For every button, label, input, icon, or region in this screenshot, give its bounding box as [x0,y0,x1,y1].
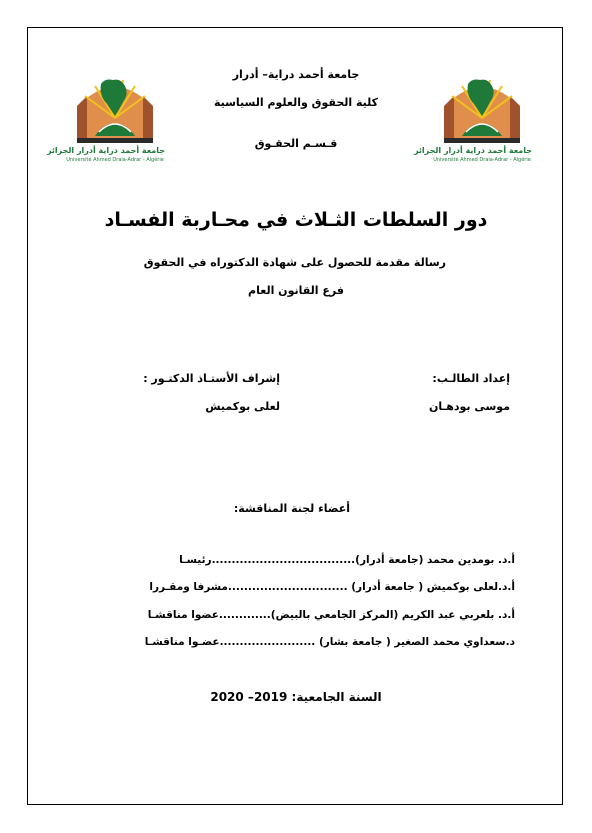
committee-heading: أعضاء لجنة المناقشة: [233,502,350,515]
department-name: قـسـم الحقـوق [254,137,338,150]
thesis-title: دور السلطات الثـلاث في محـاربة الفسـاد [104,209,488,231]
supervisor-name: لعلى بوكميش [205,400,280,413]
committee-member: د.سعداوي محمد الصغير ( جامعة بشار) ........................عضـوا مناقشـا [144,636,515,648]
university-logo-left [46,66,165,166]
thesis-branch: فرع القانون العام [248,284,344,297]
committee-member: أ.د.لعلى بوكميش ( جامعة أدرار) ..............................مشرفا ومقـررا [149,581,515,593]
committee-member: أ.د. بلعربي عبد الكريم (المركز الجامعي بالبيض).............عضوا مناقشـا [147,609,515,621]
university-name: جامعة أحمد دراية– أدرار [232,68,360,81]
university-logo-right [413,66,532,166]
logo-arabic-name-left: جامعة أحمد دراية أدرار الجزائر [46,146,165,155]
academic-year: السنة الجامعية: 2019– 2020 [210,690,382,704]
logo-latin-name-left: Université Ahmed Draia-Adrar - Algérie [66,157,164,163]
thesis-subtitle: رسالة مقدمة للحصول على شهادة الدكتوراه في الحقوق [143,256,446,269]
logo-latin-name-right: Université Ahmed Draia-Adrar - Algérie [433,157,531,163]
student-label: إعداد الطالـب: [432,372,510,385]
committee-member: أ.د. بومدين محمد (جامعة أدرار)....................................رئيسـا [179,554,515,566]
logo-arabic-name-right: جامعة أحمد دراية أدرار الجزائر [413,146,532,155]
faculty-name: كلية الحقوق والعلوم السياسية [213,96,379,109]
student-name: موسى بودهـان [428,400,510,413]
supervisor-label: إشراف الأستـاذ الدكتـور : [143,372,280,385]
